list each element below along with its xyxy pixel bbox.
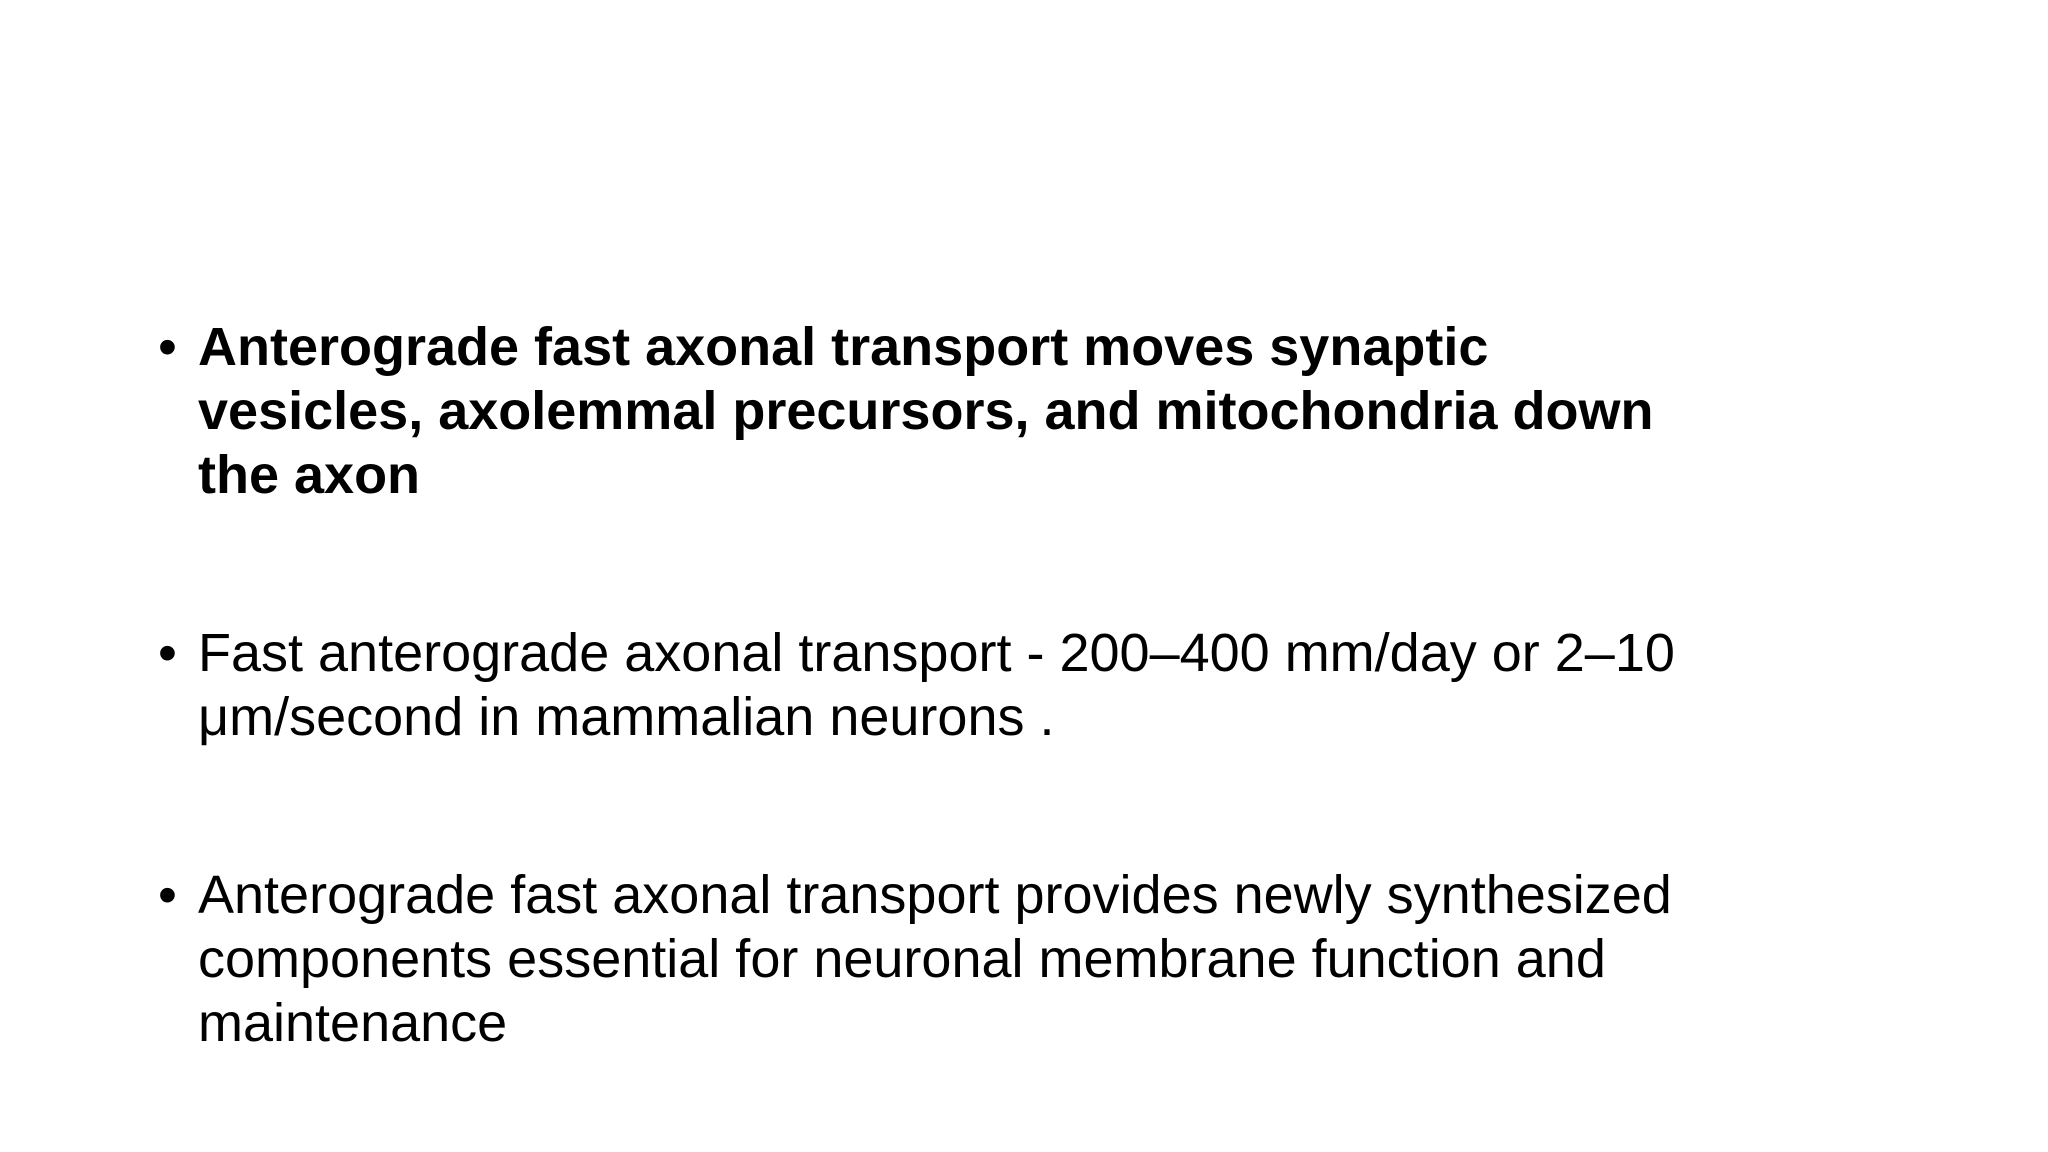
bullet-item-3 (158, 863, 1718, 1055)
bullet-text: Fast anterograde axonal transport - 200–400 mm/day or 2–10 μm/second in mammalian neurons . (198, 623, 1675, 747)
bullet-text: Anterograde fast axonal transport moves synaptic vesicles, axolemmal precursors, and mitochondria down the axon (198, 317, 1654, 505)
bullet-text: Anterograde fast axonal transport provides newly synthesized components essential for neuronal membrane function and maintenance (198, 865, 1672, 1053)
bullet-list (158, 315, 1718, 1152)
bullet-item-1 (158, 315, 1718, 507)
bullet-dot-icon: • (158, 865, 177, 925)
bullet-dot-icon: • (158, 623, 177, 683)
bullet-dot-icon: • (158, 317, 177, 377)
bullet-item-2 (158, 621, 1718, 749)
